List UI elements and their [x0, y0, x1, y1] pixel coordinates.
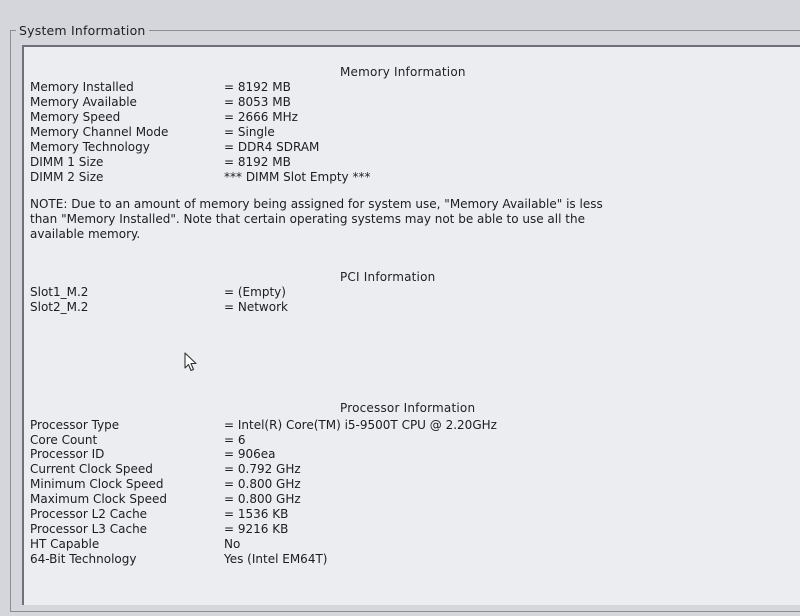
row-label: Memory Installed: [30, 80, 134, 94]
row-value: = 6: [224, 433, 246, 447]
row-value: = (Empty): [224, 285, 286, 299]
row-value: = 906ea: [224, 447, 276, 461]
row-value: *** DIMM Slot Empty ***: [224, 170, 371, 184]
row-label: DIMM 2 Size: [30, 170, 104, 184]
row-value: No: [224, 537, 241, 551]
row-label: Minimum Clock Speed: [30, 477, 164, 491]
note-line: than "Memory Installed". Note that certain operating systems may not be able to use all the: [30, 212, 585, 226]
mouse-pointer-icon: [184, 352, 198, 376]
processor-section-title: Processor Information: [340, 401, 476, 415]
row-value: Yes (Intel EM64T): [224, 552, 328, 566]
row-label: Processor L3 Cache: [30, 522, 148, 536]
row-value: = 0.800 GHz: [224, 492, 301, 506]
row-label: Memory Technology: [30, 140, 150, 154]
row-value: = 8053 MB: [224, 95, 291, 109]
row-value: = 8192 MB: [224, 80, 291, 94]
row-label: Maximum Clock Speed: [30, 492, 167, 506]
row-label: Processor ID: [30, 447, 105, 461]
row-value: = 9216 KB: [224, 522, 289, 536]
row-label: Memory Available: [30, 95, 137, 109]
row-label: Memory Channel Mode: [30, 125, 169, 139]
pci-section-title: PCI Information: [340, 270, 436, 284]
group-title: System Information: [16, 23, 149, 38]
row-label: HT Capable: [30, 537, 100, 551]
row-label: DIMM 1 Size: [30, 155, 104, 169]
row-label: Memory Speed: [30, 110, 121, 124]
row-label: Processor L2 Cache: [30, 507, 148, 521]
row-value: = 8192 MB: [224, 155, 291, 169]
memory-note: [30, 197, 720, 242]
row-value: = 1536 KB: [224, 507, 289, 521]
system-information-panel: [22, 45, 800, 605]
row-label: Current Clock Speed: [30, 462, 153, 476]
row-label: Slot1_M.2: [30, 285, 89, 299]
note-line: NOTE: Due to an amount of memory being assigned for system use, "Memory Available" is less: [30, 197, 603, 211]
row-label: Processor Type: [30, 418, 120, 432]
row-value: = 0.800 GHz: [224, 477, 301, 491]
row-value: = 2666 MHz: [224, 110, 298, 124]
row-value: = Intel(R) Core(TM) i5-9500T CPU @ 2.20GHz: [224, 418, 497, 432]
note-line: available memory.: [30, 227, 141, 241]
row-value: = 0.792 GHz: [224, 462, 301, 476]
row-label: Core Count: [30, 433, 98, 447]
row-value: = Single: [224, 125, 275, 139]
row-value: = Network: [224, 300, 288, 314]
row-value: = DDR4 SDRAM: [224, 140, 320, 154]
row-label: Slot2_M.2: [30, 300, 89, 314]
memory-section-title: Memory Information: [340, 65, 466, 79]
row-label: 64-Bit Technology: [30, 552, 137, 566]
